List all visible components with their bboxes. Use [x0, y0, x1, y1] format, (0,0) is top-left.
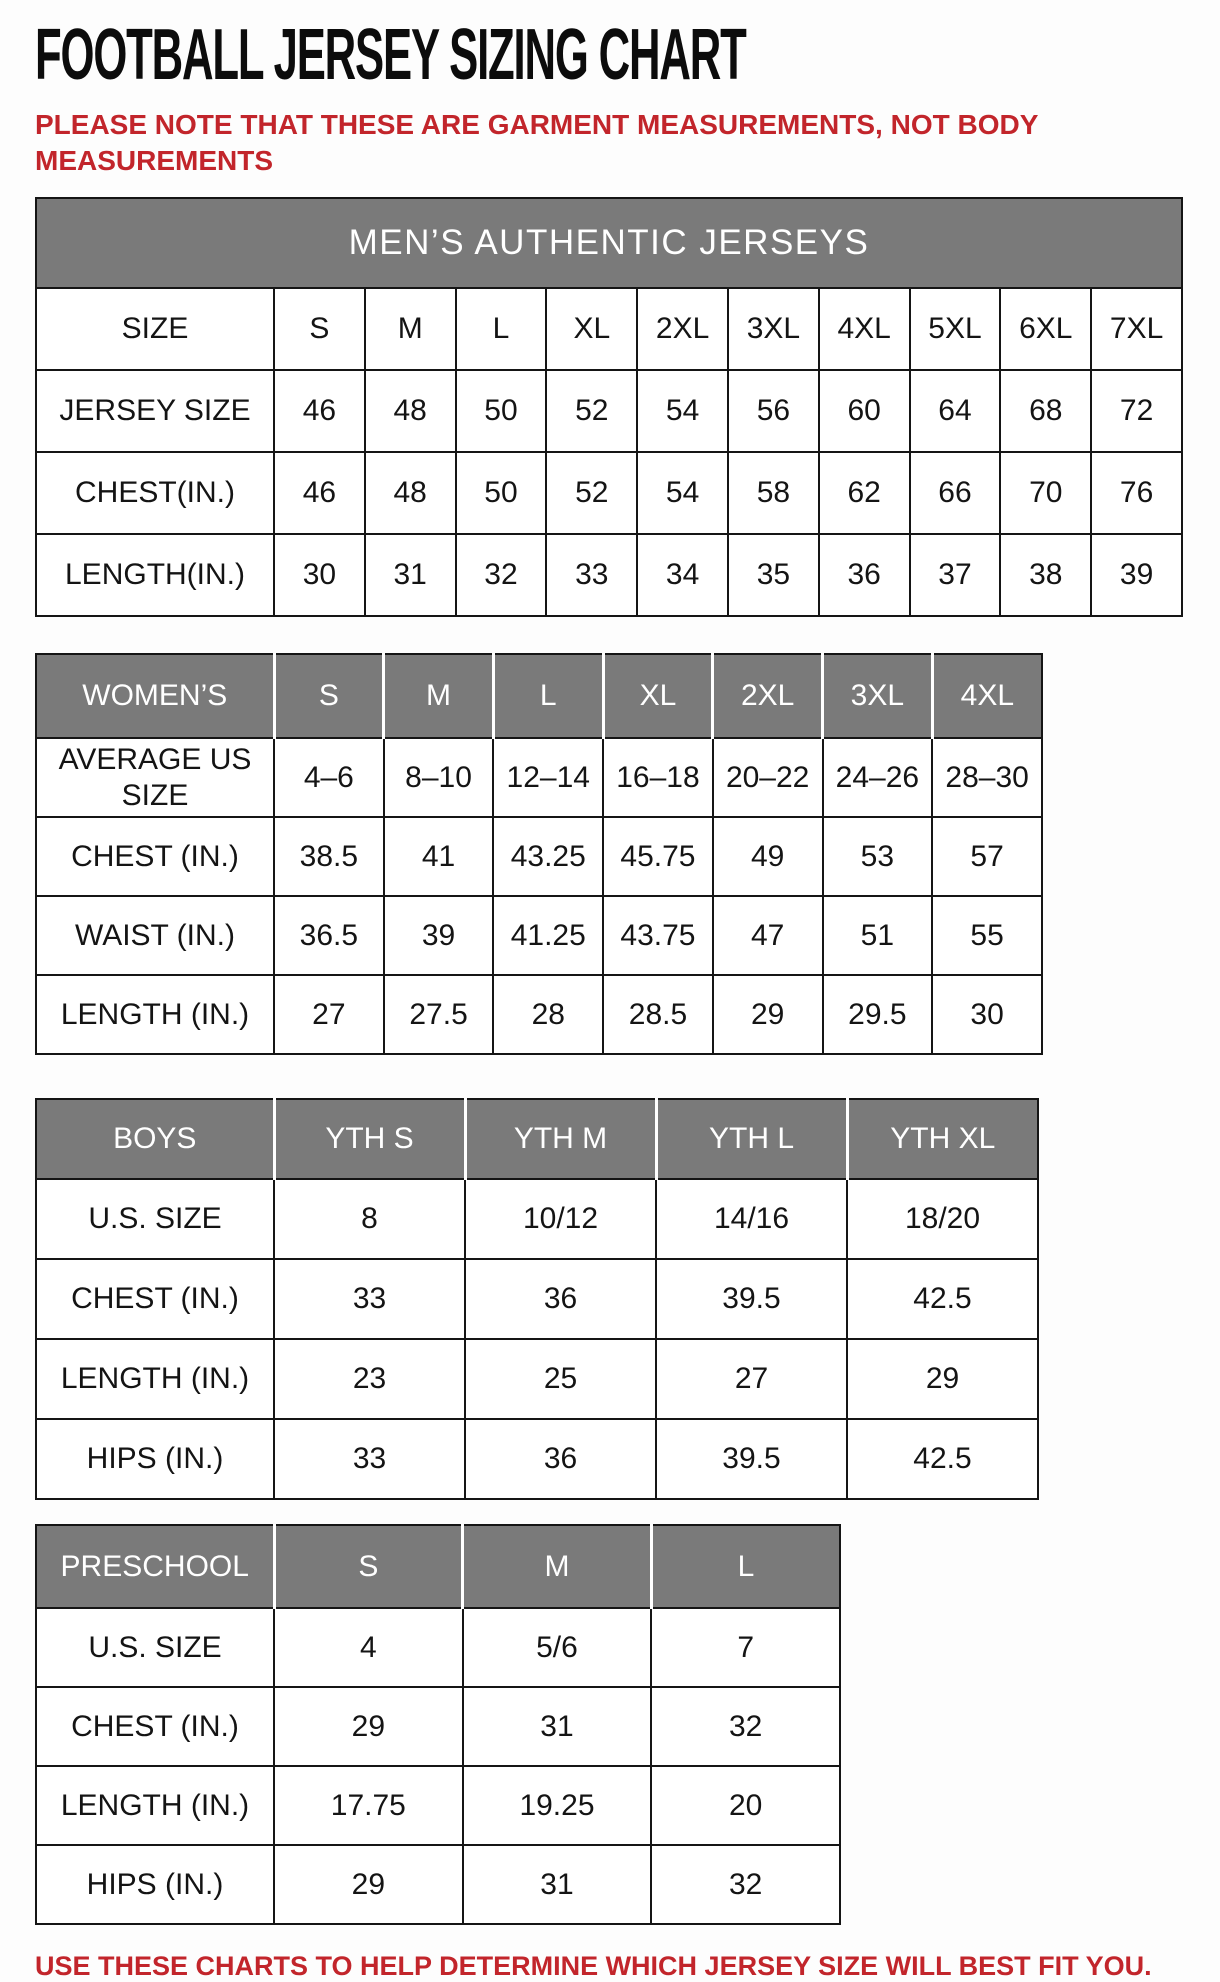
value-cell: 27.5 [384, 975, 494, 1054]
value-cell: 33 [274, 1259, 465, 1339]
value-cell: 8 [274, 1179, 465, 1259]
value-cell: 36 [465, 1259, 656, 1339]
header-size-cell: S [274, 654, 384, 738]
value-cell: 24–26 [823, 738, 933, 817]
value-cell: 48 [365, 370, 456, 452]
value-cell: 52 [546, 452, 637, 534]
table-row [36, 370, 1182, 452]
table-row [36, 1259, 1038, 1339]
value-cell: 56 [728, 370, 819, 452]
value-cell: 36 [819, 534, 910, 616]
value-cell: 50 [456, 452, 547, 534]
row-label-cell: JERSEY SIZE [36, 370, 274, 452]
header-size-cell: YTH M [465, 1099, 656, 1179]
table-row [36, 1766, 840, 1845]
value-cell: 36 [465, 1419, 656, 1499]
value-cell: 39 [1091, 534, 1182, 616]
value-cell: 5/6 [463, 1608, 652, 1687]
value-cell: 42.5 [847, 1419, 1038, 1499]
header-size-cell: M [463, 1525, 652, 1608]
row-label-cell: CHEST (IN.) [36, 1259, 274, 1339]
value-cell: 28.5 [603, 975, 713, 1054]
header-label-cell: PRESCHOOL [36, 1525, 274, 1608]
table-row [36, 452, 1182, 534]
value-cell: 4XL [819, 288, 910, 370]
value-cell: 57 [932, 817, 1042, 896]
value-cell: 12–14 [493, 738, 603, 817]
value-cell: 41 [384, 817, 494, 896]
boys-sizing-table [35, 1098, 1039, 1500]
header-label-cell: WOMEN’S [36, 654, 274, 738]
value-cell: 43.25 [493, 817, 603, 896]
header-size-cell: S [274, 1525, 463, 1608]
value-cell: 29 [847, 1339, 1038, 1419]
row-label-cell: HIPS (IN.) [36, 1845, 274, 1924]
value-cell: 7 [651, 1608, 840, 1687]
value-cell: 30 [932, 975, 1042, 1054]
value-cell: 50 [456, 370, 547, 452]
value-cell: 32 [456, 534, 547, 616]
value-cell: 68 [1000, 370, 1091, 452]
value-cell: 36.5 [274, 896, 384, 975]
value-cell: 31 [365, 534, 456, 616]
row-label-cell: CHEST (IN.) [36, 817, 274, 896]
value-cell: 7XL [1091, 288, 1182, 370]
value-cell: 39.5 [656, 1259, 847, 1339]
value-cell: 4 [274, 1608, 463, 1687]
value-cell: 28–30 [932, 738, 1042, 817]
value-cell: 49 [713, 817, 823, 896]
value-cell: M [365, 288, 456, 370]
value-cell: 27 [656, 1339, 847, 1419]
table-row [36, 1179, 1038, 1259]
note-line-1: PLEASE NOTE THAT THESE ARE GARMENT MEASUREMENTS, NOT BODY [35, 109, 1039, 140]
header-size-cell: M [384, 654, 494, 738]
value-cell: 14/16 [656, 1179, 847, 1259]
row-label-cell: WAIST (IN.) [36, 896, 274, 975]
header-size-cell: 3XL [823, 654, 933, 738]
table-banner-row [36, 198, 1182, 288]
value-cell: 29 [274, 1687, 463, 1766]
header-size-cell: YTH XL [847, 1099, 1038, 1179]
header-size-cell: 2XL [713, 654, 823, 738]
value-cell: 53 [823, 817, 933, 896]
value-cell: 19.25 [463, 1766, 652, 1845]
value-cell: 27 [274, 975, 384, 1054]
value-cell: 76 [1091, 452, 1182, 534]
value-cell: 46 [274, 370, 365, 452]
value-cell: 52 [546, 370, 637, 452]
value-cell: 3XL [728, 288, 819, 370]
table-header-row [36, 654, 1042, 738]
row-label-cell: HIPS (IN.) [36, 1419, 274, 1499]
value-cell: 39.5 [656, 1419, 847, 1499]
row-label-cell: CHEST (IN.) [36, 1687, 274, 1766]
garment-measurement-note [35, 107, 1185, 179]
row-label-cell: LENGTH (IN.) [36, 975, 274, 1054]
value-cell: 33 [546, 534, 637, 616]
header-size-cell: L [493, 654, 603, 738]
value-cell: 46 [274, 452, 365, 534]
header-size-cell: XL [603, 654, 713, 738]
value-cell: 41.25 [493, 896, 603, 975]
value-cell: 39 [384, 896, 494, 975]
value-cell: 16–18 [603, 738, 713, 817]
row-label-cell: CHEST(IN.) [36, 452, 274, 534]
row-label-cell: U.S. SIZE [36, 1179, 274, 1259]
value-cell: S [274, 288, 365, 370]
page-title: FOOTBALL JERSEY SIZING CHART [35, 12, 746, 95]
value-cell: 29.5 [823, 975, 933, 1054]
value-cell: 60 [819, 370, 910, 452]
value-cell: 45.75 [603, 817, 713, 896]
preschool-sizing-table [35, 1524, 841, 1925]
table-row [36, 534, 1182, 616]
row-label-cell: AVERAGE US SIZE [36, 738, 274, 817]
womens-sizing-table [35, 653, 1043, 1055]
value-cell: 2XL [637, 288, 728, 370]
value-cell: 51 [823, 896, 933, 975]
table-row [36, 1419, 1038, 1499]
value-cell: 33 [274, 1419, 465, 1499]
value-cell: 54 [637, 370, 728, 452]
value-cell: 47 [713, 896, 823, 975]
row-label-cell: LENGTH (IN.) [36, 1766, 274, 1845]
value-cell: 66 [910, 452, 1001, 534]
table-row [36, 817, 1042, 896]
value-cell: 38.5 [274, 817, 384, 896]
header-size-cell: 4XL [932, 654, 1042, 738]
value-cell: 48 [365, 452, 456, 534]
value-cell: 64 [910, 370, 1001, 452]
value-cell: 10/12 [465, 1179, 656, 1259]
value-cell: 43.75 [603, 896, 713, 975]
value-cell: 17.75 [274, 1766, 463, 1845]
value-cell: 20–22 [713, 738, 823, 817]
value-cell: 31 [463, 1687, 652, 1766]
table-row [36, 288, 1182, 370]
value-cell: 62 [819, 452, 910, 534]
value-cell: 23 [274, 1339, 465, 1419]
row-label-cell: SIZE [36, 288, 274, 370]
value-cell: 58 [728, 452, 819, 534]
note-line-2: MEASUREMENTS [35, 145, 274, 176]
value-cell: 70 [1000, 452, 1091, 534]
value-cell: L [456, 288, 547, 370]
footer-note: USE THESE CHARTS TO HELP DETERMINE WHICH JERSEY SIZE WILL BEST FIT YOU. [35, 1951, 1152, 1981]
value-cell: 5XL [910, 288, 1001, 370]
table-row [36, 738, 1042, 817]
value-cell: 28 [493, 975, 603, 1054]
table-row [36, 1687, 840, 1766]
value-cell: 38 [1000, 534, 1091, 616]
value-cell: 8–10 [384, 738, 494, 817]
header-size-cell: L [651, 1525, 840, 1608]
header-label-cell: BOYS [36, 1099, 274, 1179]
table-banner: MEN’S AUTHENTIC JERSEYS [36, 198, 1182, 288]
value-cell: 32 [651, 1845, 840, 1924]
value-cell: 72 [1091, 370, 1182, 452]
value-cell: 29 [274, 1845, 463, 1924]
value-cell: 31 [463, 1845, 652, 1924]
value-cell: 6XL [1000, 288, 1091, 370]
table-row [36, 1845, 840, 1924]
mens-authentic-jerseys-table [35, 197, 1183, 617]
value-cell: XL [546, 288, 637, 370]
value-cell: 42.5 [847, 1259, 1038, 1339]
value-cell: 35 [728, 534, 819, 616]
header-size-cell: YTH L [656, 1099, 847, 1179]
table-row [36, 896, 1042, 975]
table-header-row [36, 1099, 1038, 1179]
value-cell: 25 [465, 1339, 656, 1419]
row-label-cell: LENGTH (IN.) [36, 1339, 274, 1419]
value-cell: 32 [651, 1687, 840, 1766]
row-label-cell: LENGTH(IN.) [36, 534, 274, 616]
value-cell: 34 [637, 534, 728, 616]
value-cell: 18/20 [847, 1179, 1038, 1259]
value-cell: 30 [274, 534, 365, 616]
value-cell: 4–6 [274, 738, 384, 817]
value-cell: 55 [932, 896, 1042, 975]
table-row [36, 1339, 1038, 1419]
value-cell: 54 [637, 452, 728, 534]
value-cell: 20 [651, 1766, 840, 1845]
header-size-cell: YTH S [274, 1099, 465, 1179]
value-cell: 29 [713, 975, 823, 1054]
table-header-row [36, 1525, 840, 1608]
value-cell: 37 [910, 534, 1001, 616]
row-label-cell: U.S. SIZE [36, 1608, 274, 1687]
table-row [36, 975, 1042, 1054]
table-row [36, 1608, 840, 1687]
